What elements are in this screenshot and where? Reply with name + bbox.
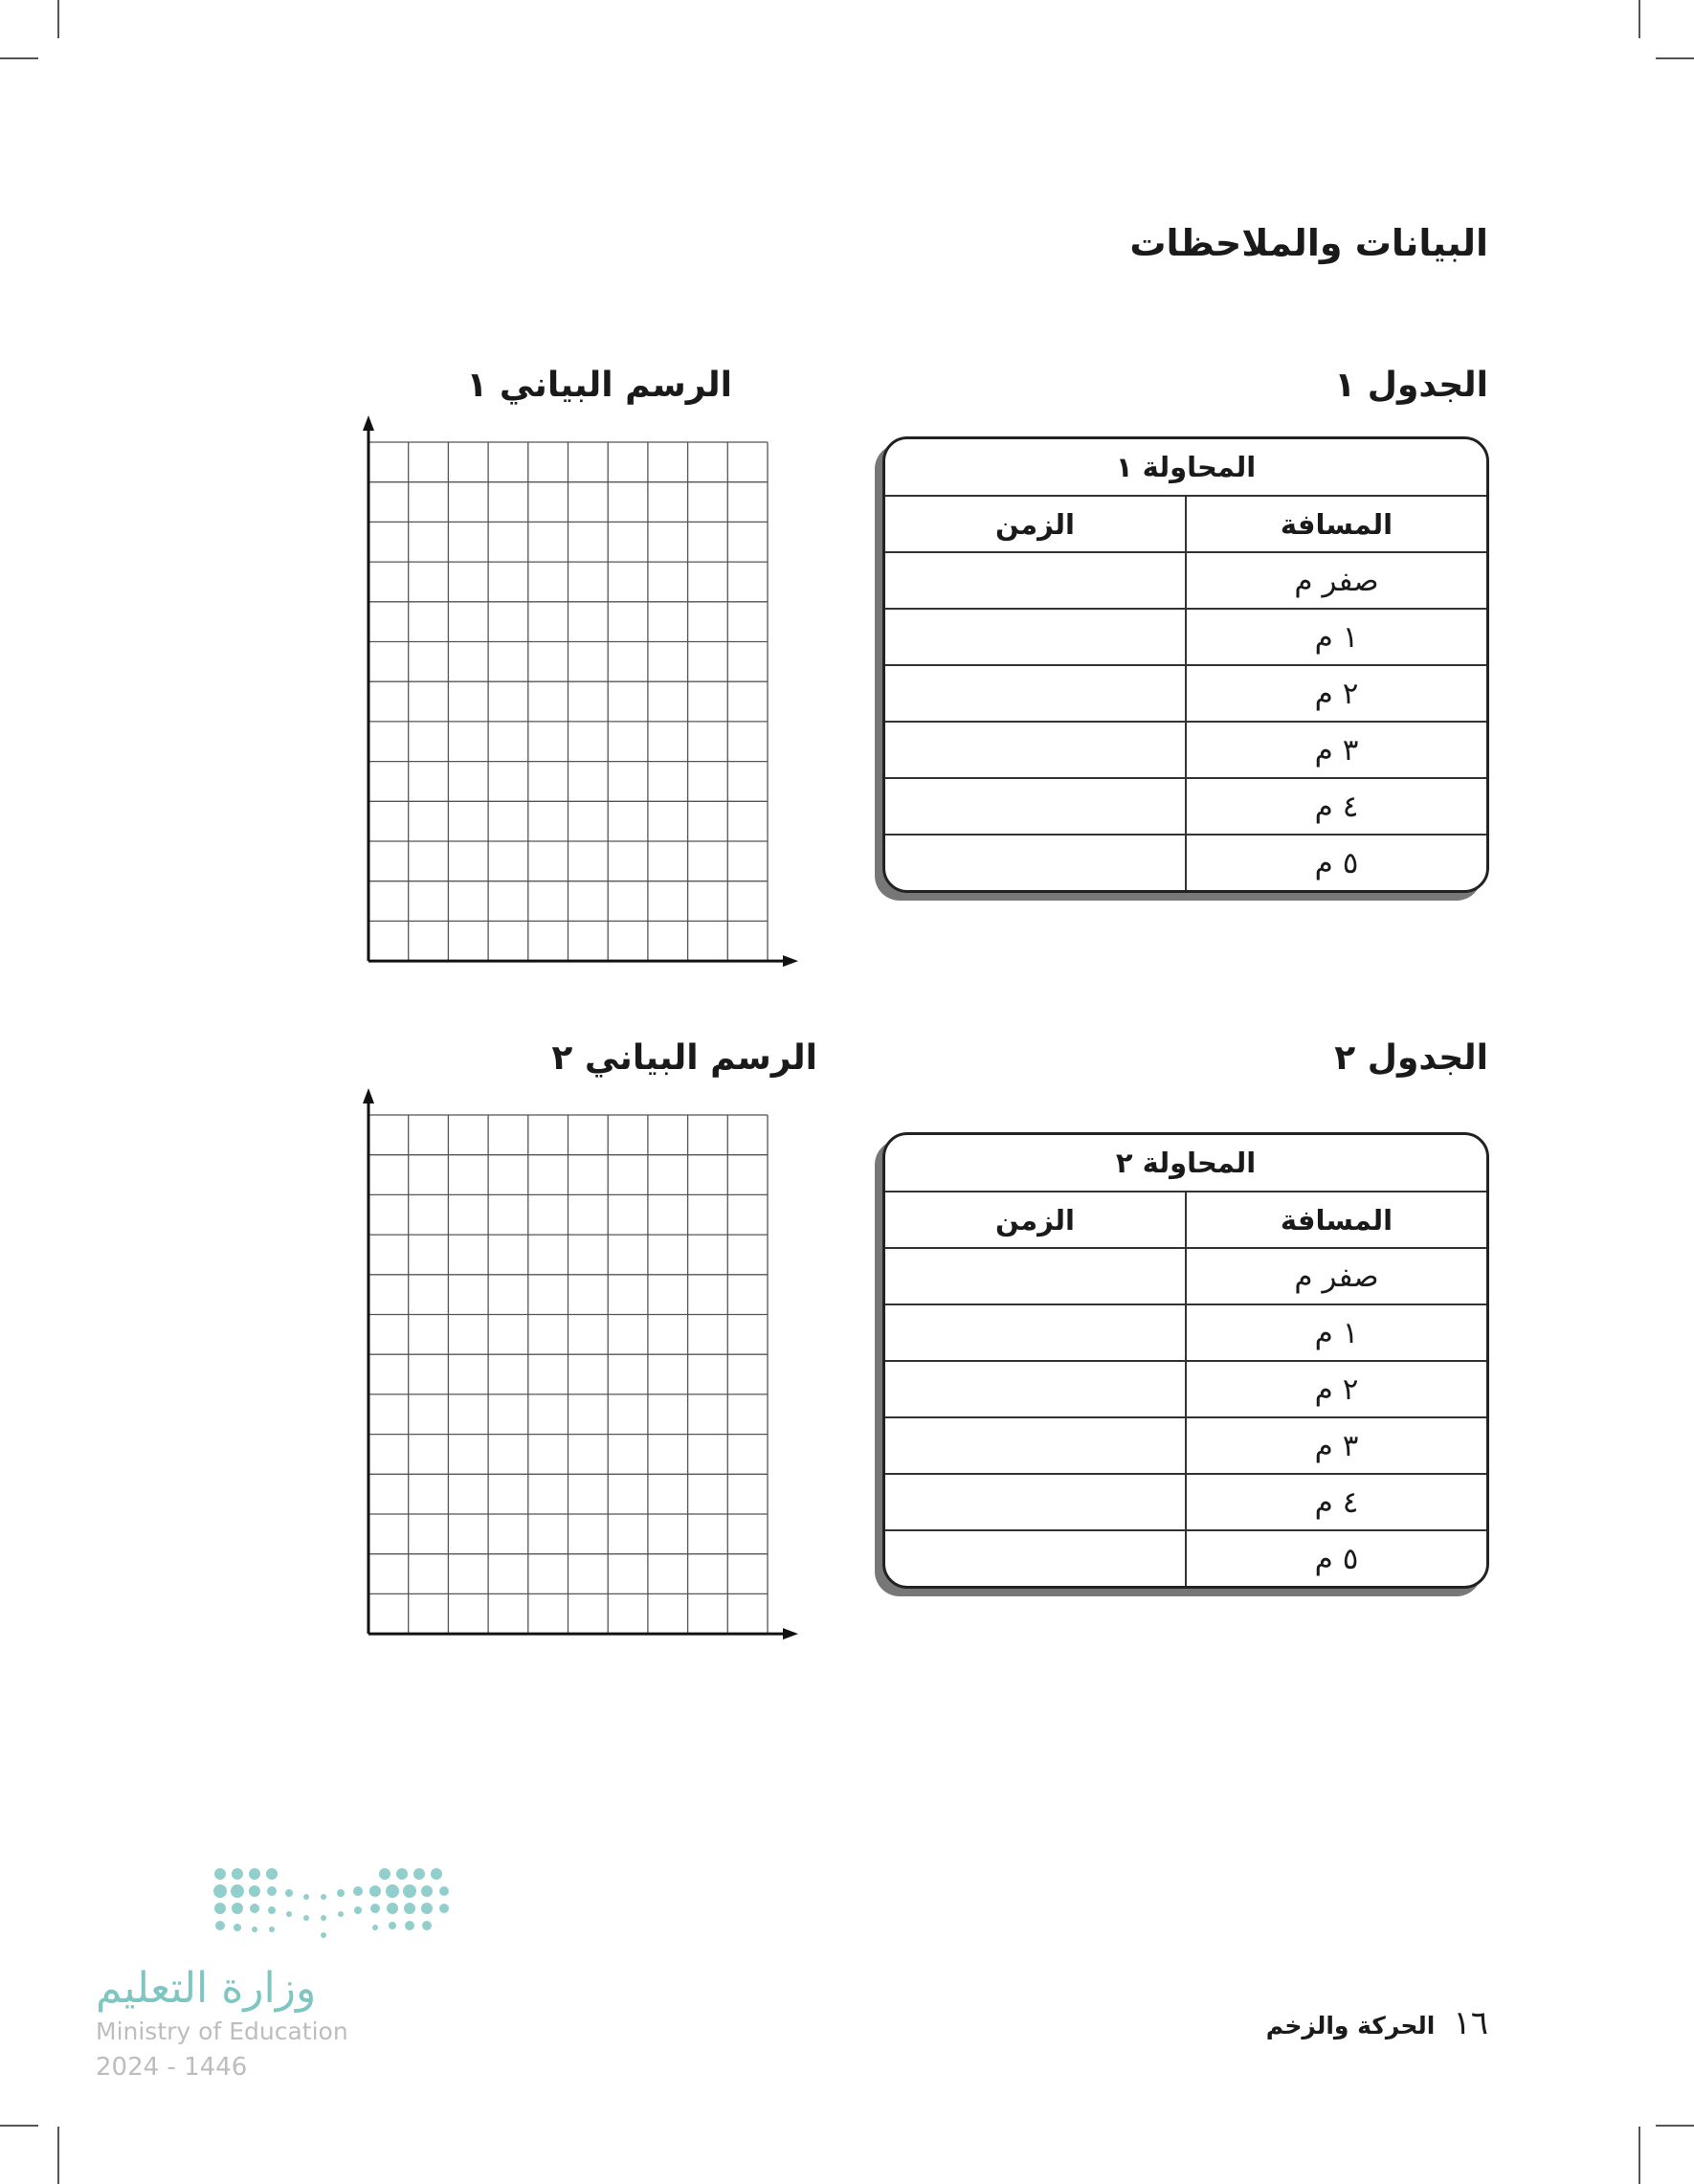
logo-dot: [386, 1884, 399, 1898]
logo-dot: [354, 1906, 362, 1914]
logo-dot: [269, 1927, 275, 1932]
logo-dot: [249, 1868, 260, 1880]
page-footer: [1266, 2004, 1488, 2042]
crop-mark: [57, 0, 59, 38]
logo-dot: [213, 1884, 227, 1898]
time-cell[interactable]: [885, 1530, 1186, 1586]
ministry-name-arabic: وزارة التعليم: [96, 1964, 317, 2013]
column-header-time: الزمن: [885, 1192, 1186, 1248]
logo-dot: [214, 1868, 226, 1880]
logo-dot: [396, 1868, 408, 1880]
logo-dot: [234, 1924, 241, 1931]
chapter-title: الحركة والزخم: [1265, 2012, 1436, 2039]
time-cell[interactable]: [885, 1304, 1186, 1361]
y-axis-arrow-icon: [363, 1088, 374, 1103]
column-header-distance: المسافة: [1186, 1192, 1486, 1248]
crop-mark: [0, 2125, 38, 2127]
time-cell[interactable]: [885, 1417, 1186, 1474]
logo-dot: [232, 1868, 243, 1880]
table-2-title: الجدول ٢: [1334, 1038, 1488, 1078]
logo-dot: [422, 1921, 432, 1930]
logo-dot: [250, 1904, 259, 1913]
x-axis-arrow-icon: [783, 1628, 798, 1639]
logo-dot: [321, 1915, 326, 1921]
distance-cell: ٣ م: [1186, 722, 1486, 778]
logo-dot: [389, 1922, 396, 1929]
table-row: [885, 1417, 1486, 1474]
logo-dot: [232, 1903, 243, 1914]
logo-dot: [268, 1906, 276, 1914]
logo-dot: [267, 1886, 277, 1896]
logo-dot: [338, 1911, 344, 1917]
time-cell[interactable]: [885, 722, 1186, 778]
graph-2-title: الرسم البياني ٢: [551, 1038, 817, 1078]
logo-dot: [252, 1927, 257, 1932]
logo-dot: [231, 1884, 244, 1898]
table-1-title: الجدول ١: [1334, 366, 1488, 405]
page-number: ١٦: [1453, 2004, 1488, 2042]
data-table-1: [882, 436, 1489, 893]
data-table-2: [882, 1132, 1489, 1589]
logo-dot: [439, 1886, 449, 1896]
time-cell[interactable]: [885, 665, 1186, 722]
graph-1-title: الرسم البياني ١: [466, 366, 732, 405]
logo-dot: [337, 1889, 345, 1897]
table-row: [885, 1248, 1486, 1304]
logo-dot: [353, 1886, 363, 1896]
logo-dot: [387, 1903, 398, 1914]
distance-cell: صفر م: [1186, 1248, 1486, 1304]
time-cell[interactable]: [885, 1474, 1186, 1530]
table-row: [885, 1361, 1486, 1417]
crop-mark: [1656, 57, 1694, 59]
table-row: [885, 665, 1486, 722]
distance-cell: ١ م: [1186, 1304, 1486, 1361]
table-row: [885, 835, 1486, 890]
logo-dot: [286, 1911, 292, 1917]
crop-mark: [1638, 0, 1640, 38]
logo-dot: [421, 1885, 433, 1897]
table-row: [885, 722, 1486, 778]
logo-dot: [249, 1885, 260, 1897]
logo-dot: [439, 1904, 449, 1913]
logo-dot: [303, 1894, 309, 1900]
time-cell[interactable]: [885, 1248, 1186, 1304]
logo-dot: [369, 1885, 381, 1897]
time-cell[interactable]: [885, 609, 1186, 665]
distance-cell: ٤ م: [1186, 1474, 1486, 1530]
column-header-distance: المسافة: [1186, 496, 1486, 552]
distance-cell: صفر م: [1186, 552, 1486, 609]
table-row: [885, 552, 1486, 609]
logo-dot: [215, 1921, 225, 1930]
table-row: [885, 1530, 1486, 1586]
column-header-time: الزمن: [885, 496, 1186, 552]
trial-label: المحاولة ٢: [885, 1135, 1486, 1192]
time-cell[interactable]: [885, 835, 1186, 890]
trial-label: المحاولة ١: [885, 439, 1486, 496]
logo-dot: [303, 1915, 309, 1921]
crop-mark: [1638, 2127, 1640, 2184]
distance-cell: ٥ م: [1186, 835, 1486, 890]
logo-dot: [372, 1925, 378, 1930]
logo-dot: [214, 1903, 226, 1914]
table-row: [885, 609, 1486, 665]
y-axis-arrow-icon: [363, 415, 374, 431]
time-cell[interactable]: [885, 1361, 1186, 1417]
blank-graph-1[interactable]: [354, 413, 804, 969]
table-row: [885, 1474, 1486, 1530]
distance-cell: ٥ م: [1186, 1530, 1486, 1586]
logo-dot: [405, 1921, 414, 1930]
logo-dot: [404, 1903, 415, 1914]
logo-dot: [370, 1904, 380, 1913]
logo-dot: [285, 1889, 293, 1897]
crop-mark: [0, 57, 38, 59]
logo-dot: [379, 1868, 390, 1880]
logo-dot: [403, 1884, 416, 1898]
crop-mark: [57, 2127, 59, 2184]
logo-dot: [321, 1932, 326, 1938]
table-row: [885, 778, 1486, 835]
distance-cell: ٢ م: [1186, 1361, 1486, 1417]
distance-cell: ٤ م: [1186, 778, 1486, 835]
distance-cell: ١ م: [1186, 609, 1486, 665]
ministry-name-english: Ministry of Education: [96, 2017, 348, 2045]
blank-graph-2[interactable]: [354, 1086, 804, 1641]
page-title: البيانات والملاحظات: [1129, 222, 1488, 264]
distance-cell: ٢ م: [1186, 665, 1486, 722]
edition-year: 2024 - 1446: [96, 2053, 248, 2082]
crop-mark: [1656, 2125, 1694, 2127]
logo-dot: [413, 1868, 425, 1880]
x-axis-arrow-icon: [783, 955, 798, 967]
time-cell[interactable]: [885, 552, 1186, 609]
logo-dot: [266, 1868, 278, 1880]
time-cell[interactable]: [885, 778, 1186, 835]
distance-cell: ٣ م: [1186, 1417, 1486, 1474]
logo-dot: [421, 1903, 433, 1914]
logo-dot: [321, 1894, 326, 1900]
logo-dot: [431, 1868, 442, 1880]
table-row: [885, 1304, 1486, 1361]
